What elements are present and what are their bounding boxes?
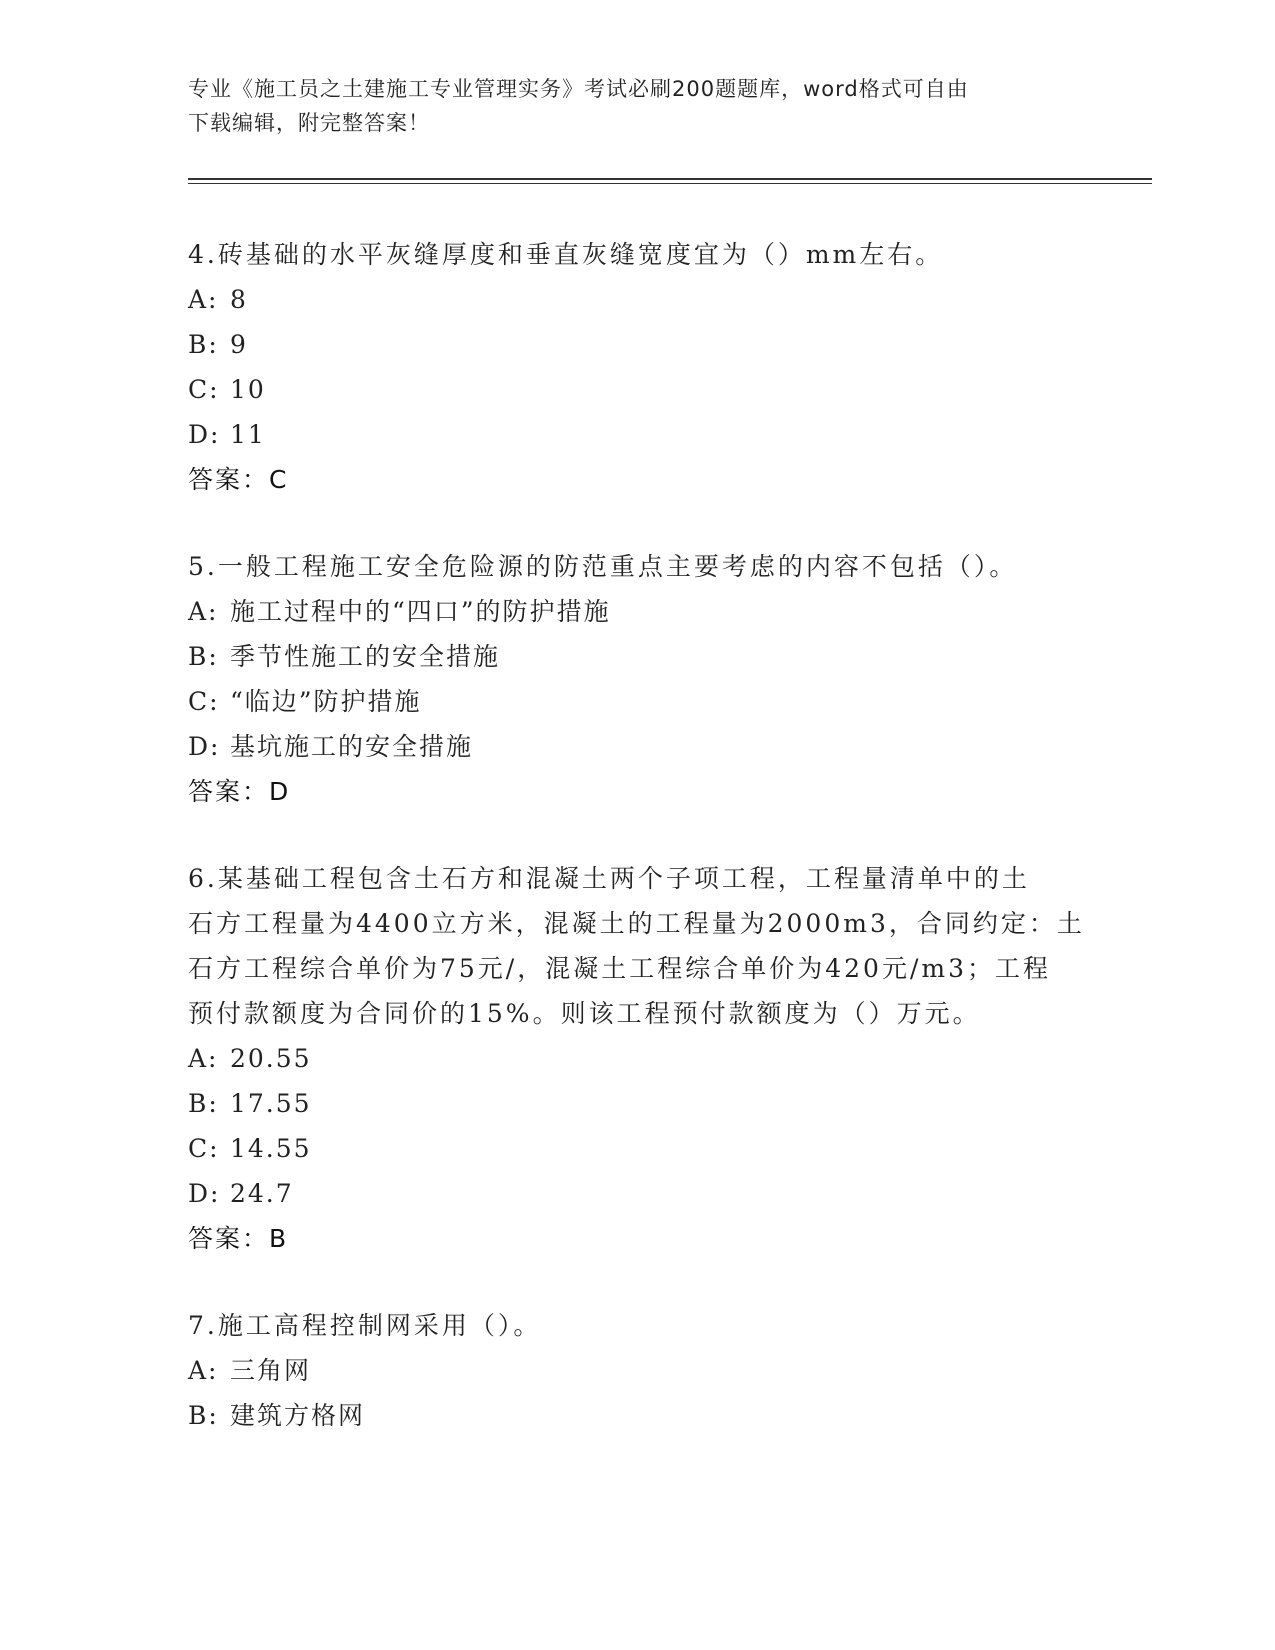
header-line-1: 专业《施工员之土建施工专业管理实务》考试必刷200题题库，word格式可自由: [188, 77, 969, 101]
question-text: 7.施工高程控制网采用（）。: [188, 1311, 542, 1340]
option-letter: D:: [188, 732, 221, 761]
question-4: [188, 232, 1088, 502]
answer: 答案：B: [188, 1224, 289, 1253]
option-letter: D:: [188, 420, 221, 449]
option-c: [188, 679, 1088, 724]
option-text: 基坑施工的安全措施: [230, 732, 474, 761]
option-text: 17.55: [230, 1089, 312, 1118]
option-letter: C:: [188, 375, 220, 404]
question-text-line: 预付款额度为合同价的15%。则该工程预付款额度为（）万元。: [188, 999, 981, 1028]
option-letter: C:: [188, 1134, 220, 1163]
option-letter: A:: [188, 1044, 219, 1073]
header-line-2: 下载编辑，附完整答案！: [188, 111, 430, 135]
option-text: 24.7: [230, 1179, 294, 1208]
option-text: “临边”防护措施: [230, 687, 422, 716]
option-text: 10: [230, 375, 266, 404]
option-letter: B:: [188, 1089, 219, 1118]
option-c: [188, 367, 1088, 412]
option-letter: A:: [188, 285, 219, 314]
question-text-line: 6.某基础工程包含土石方和混凝土两个子项工程，工程量清单中的土: [188, 864, 1030, 893]
answer: 答案：D: [188, 777, 291, 806]
question-list: [188, 232, 1088, 1480]
option-letter: D:: [188, 1179, 221, 1208]
document-header: [188, 72, 1088, 140]
option-d: [188, 412, 1088, 457]
option-letter: A:: [188, 1356, 219, 1385]
option-d: [188, 1171, 1088, 1216]
option-b: [188, 322, 1088, 367]
option-text: 季节性施工的安全措施: [230, 642, 501, 671]
question-6: [188, 856, 1088, 1261]
option-text: 建筑方格网: [230, 1401, 366, 1430]
answer: 答案：C: [188, 465, 289, 494]
option-text: 20.55: [230, 1044, 312, 1073]
option-letter: A:: [188, 597, 219, 626]
question-text: 4.砖基础的水平灰缝厚度和垂直灰缝宽度宜为（）mm左右。: [188, 240, 944, 269]
option-c: [188, 1126, 1088, 1171]
option-text: 8: [230, 285, 248, 314]
option-text: 11: [230, 420, 266, 449]
option-text: 三角网: [230, 1356, 312, 1385]
option-letter: C:: [188, 687, 220, 716]
option-text: 9: [230, 330, 248, 359]
option-a: [188, 1348, 1088, 1393]
question-text-line: 石方工程量为4400立方米，混凝土的工程量为2000m3，合同约定：土: [188, 909, 1085, 938]
option-letter: B:: [188, 1401, 219, 1430]
question-text: 5.一般工程施工安全危险源的防范重点主要考虑的内容不包括（）。: [188, 552, 1018, 581]
option-a: [188, 589, 1088, 634]
option-text: 施工过程中的“四口”的防护措施: [230, 597, 611, 626]
option-b: [188, 1393, 1088, 1438]
question-text-line: 石方工程综合单价为75元/，混凝土工程综合单价为420元/m3；工程: [188, 954, 1051, 983]
question-5: [188, 544, 1088, 814]
option-letter: B:: [188, 642, 219, 671]
option-d: [188, 724, 1088, 769]
option-letter: B:: [188, 330, 219, 359]
option-a: [188, 1036, 1088, 1081]
option-a: [188, 277, 1088, 322]
option-text: 14.55: [230, 1134, 312, 1163]
question-7: [188, 1303, 1088, 1438]
option-b: [188, 1081, 1088, 1126]
header-divider: [188, 178, 1152, 184]
option-b: [188, 634, 1088, 679]
